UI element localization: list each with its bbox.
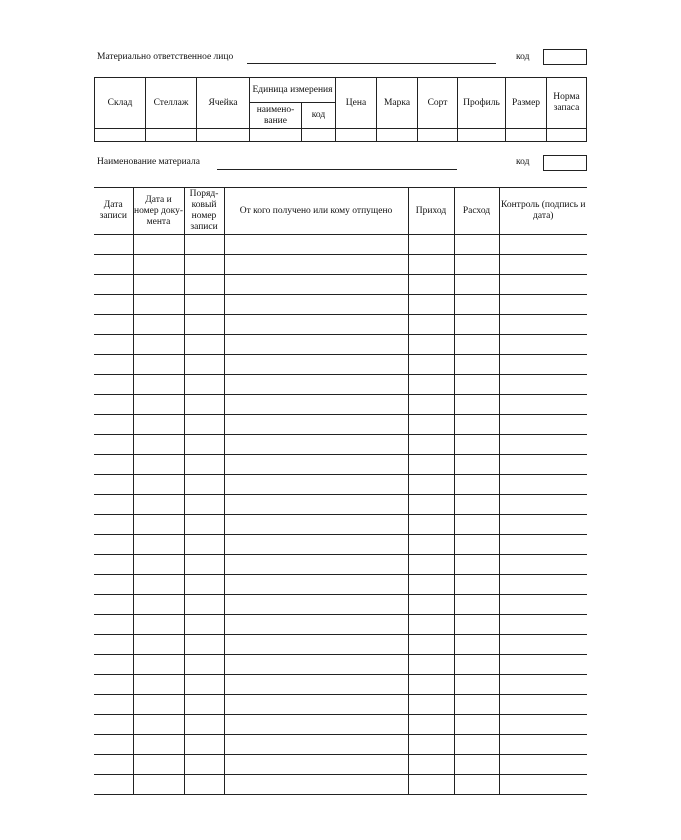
- cell[interactable]: [224, 575, 408, 595]
- cell[interactable]: [133, 355, 184, 375]
- cell[interactable]: [408, 635, 454, 655]
- col-seq: Поряд-ковый номер записи: [184, 188, 224, 235]
- col-brand: Марка: [377, 78, 418, 129]
- cell[interactable]: [458, 129, 506, 142]
- material-field[interactable]: [217, 169, 457, 170]
- cell[interactable]: [454, 515, 499, 535]
- cell[interactable]: [184, 715, 224, 735]
- cell[interactable]: [224, 475, 408, 495]
- cell[interactable]: [506, 129, 547, 142]
- cell[interactable]: [133, 615, 184, 635]
- cell[interactable]: [184, 435, 224, 455]
- cell[interactable]: [408, 755, 454, 775]
- cell[interactable]: [454, 535, 499, 555]
- cell[interactable]: [133, 255, 184, 275]
- table-row: [94, 415, 587, 435]
- cell[interactable]: [454, 775, 499, 795]
- cell[interactable]: [133, 295, 184, 315]
- cell[interactable]: [499, 615, 587, 635]
- cell[interactable]: [184, 355, 224, 375]
- cell[interactable]: [377, 129, 418, 142]
- cell[interactable]: [224, 395, 408, 415]
- cell[interactable]: [408, 495, 454, 515]
- cell[interactable]: [94, 355, 133, 375]
- cell[interactable]: [224, 275, 408, 295]
- cell[interactable]: [224, 355, 408, 375]
- cell[interactable]: [133, 635, 184, 655]
- cell[interactable]: [454, 255, 499, 275]
- cell[interactable]: [224, 515, 408, 535]
- cell[interactable]: [184, 595, 224, 615]
- cell[interactable]: [336, 129, 377, 142]
- cell[interactable]: [499, 495, 587, 515]
- col-price: Цена: [336, 78, 377, 129]
- table-row: [95, 129, 587, 142]
- cell[interactable]: [184, 315, 224, 335]
- cell[interactable]: [224, 295, 408, 315]
- cell[interactable]: [408, 255, 454, 275]
- table-row: [94, 715, 587, 735]
- cell[interactable]: [454, 375, 499, 395]
- table-row: [94, 695, 587, 715]
- table-row: [94, 535, 587, 555]
- cell[interactable]: [499, 275, 587, 295]
- cell[interactable]: [224, 535, 408, 555]
- cell[interactable]: [133, 515, 184, 535]
- cell[interactable]: [454, 675, 499, 695]
- cell[interactable]: [94, 655, 133, 675]
- cell[interactable]: [133, 775, 184, 795]
- cell[interactable]: [408, 355, 454, 375]
- table-row: [94, 435, 587, 455]
- cell[interactable]: [408, 315, 454, 335]
- cell[interactable]: [454, 615, 499, 635]
- col-date: Дата записи: [94, 188, 133, 235]
- cell[interactable]: [133, 415, 184, 435]
- cell[interactable]: [499, 255, 587, 275]
- cell[interactable]: [94, 675, 133, 695]
- table-row: [94, 475, 587, 495]
- cell[interactable]: [418, 129, 458, 142]
- cell[interactable]: [94, 235, 133, 255]
- cell[interactable]: [133, 335, 184, 355]
- cell[interactable]: [499, 235, 587, 255]
- cell[interactable]: [224, 415, 408, 435]
- col-unit: Единица измерения: [250, 78, 336, 103]
- col-sort: Сорт: [418, 78, 458, 129]
- cell[interactable]: [94, 755, 133, 775]
- cell[interactable]: [454, 655, 499, 675]
- cell[interactable]: [184, 555, 224, 575]
- cell[interactable]: [224, 635, 408, 655]
- cell[interactable]: [454, 335, 499, 355]
- cell[interactable]: [224, 715, 408, 735]
- col-norm: Норма запаса: [547, 78, 587, 129]
- cell[interactable]: [184, 515, 224, 535]
- cell[interactable]: [408, 415, 454, 435]
- table-row: [94, 335, 587, 355]
- cell[interactable]: [499, 715, 587, 735]
- table-row: [94, 595, 587, 615]
- cell[interactable]: [133, 375, 184, 395]
- cell[interactable]: [184, 675, 224, 695]
- col-stellazh: Стеллаж: [146, 78, 197, 129]
- cell[interactable]: [408, 235, 454, 255]
- cell[interactable]: [454, 735, 499, 755]
- cell[interactable]: [133, 695, 184, 715]
- col-profile: Профиль: [458, 78, 506, 129]
- cell[interactable]: [454, 455, 499, 475]
- cell[interactable]: [133, 235, 184, 255]
- cell[interactable]: [184, 535, 224, 555]
- table-row: [94, 235, 587, 255]
- cell[interactable]: [408, 775, 454, 795]
- cell[interactable]: [408, 475, 454, 495]
- cell[interactable]: [133, 575, 184, 595]
- cell[interactable]: [499, 355, 587, 375]
- cell[interactable]: [408, 535, 454, 555]
- cell[interactable]: [94, 415, 133, 435]
- col-sklad: Склад: [95, 78, 146, 129]
- cell[interactable]: [454, 575, 499, 595]
- cell[interactable]: [94, 515, 133, 535]
- cell[interactable]: [408, 435, 454, 455]
- cell[interactable]: [94, 455, 133, 475]
- table-row: [94, 555, 587, 575]
- cell[interactable]: [133, 475, 184, 495]
- table-row: [94, 515, 587, 535]
- cell[interactable]: [408, 275, 454, 295]
- cell[interactable]: [133, 675, 184, 695]
- cell[interactable]: [133, 535, 184, 555]
- cell[interactable]: [184, 235, 224, 255]
- cell[interactable]: [224, 595, 408, 615]
- cell[interactable]: [408, 735, 454, 755]
- cell[interactable]: [499, 335, 587, 355]
- cell[interactable]: [302, 129, 336, 142]
- cell[interactable]: [408, 715, 454, 735]
- cell[interactable]: [94, 395, 133, 415]
- cell[interactable]: [94, 595, 133, 615]
- cell[interactable]: [408, 615, 454, 635]
- cell[interactable]: [408, 375, 454, 395]
- table-row: [94, 295, 587, 315]
- cell[interactable]: [94, 635, 133, 655]
- cell[interactable]: [499, 435, 587, 455]
- table-row: [94, 495, 587, 515]
- cell[interactable]: [133, 555, 184, 575]
- cell[interactable]: [454, 495, 499, 515]
- cell[interactable]: [133, 435, 184, 455]
- table-row: [94, 355, 587, 375]
- cell[interactable]: [184, 395, 224, 415]
- responsible-field[interactable]: [247, 63, 496, 64]
- cell[interactable]: [94, 575, 133, 595]
- cell[interactable]: [499, 695, 587, 715]
- cell[interactable]: [224, 695, 408, 715]
- cell[interactable]: [454, 415, 499, 435]
- col-yacheyka: Ячейка: [197, 78, 250, 129]
- cell[interactable]: [499, 455, 587, 475]
- cell[interactable]: [184, 475, 224, 495]
- cell[interactable]: [454, 755, 499, 775]
- cell[interactable]: [184, 375, 224, 395]
- cell[interactable]: [184, 695, 224, 715]
- table-row: [94, 755, 587, 775]
- cell[interactable]: [146, 129, 197, 142]
- col-from-to: От кого получено или кому отпущено: [224, 188, 408, 235]
- cell[interactable]: [184, 575, 224, 595]
- cell[interactable]: [94, 435, 133, 455]
- cell[interactable]: [499, 475, 587, 495]
- table-row: [94, 315, 587, 335]
- cell[interactable]: [133, 755, 184, 775]
- cell[interactable]: [499, 375, 587, 395]
- cell[interactable]: [499, 575, 587, 595]
- cell[interactable]: [224, 675, 408, 695]
- cell[interactable]: [499, 775, 587, 795]
- cell[interactable]: [408, 555, 454, 575]
- cell[interactable]: [133, 735, 184, 755]
- cell[interactable]: [454, 355, 499, 375]
- cell[interactable]: [94, 555, 133, 575]
- cell[interactable]: [184, 275, 224, 295]
- col-size: Размер: [506, 78, 547, 129]
- code-box[interactable]: [543, 49, 587, 65]
- table-row: [94, 395, 587, 415]
- cell[interactable]: [184, 755, 224, 775]
- cell[interactable]: [95, 129, 146, 142]
- cell[interactable]: [94, 775, 133, 795]
- cell[interactable]: [94, 495, 133, 515]
- cell[interactable]: [94, 475, 133, 495]
- cell[interactable]: [408, 455, 454, 475]
- cell[interactable]: [133, 715, 184, 735]
- cell[interactable]: [454, 395, 499, 415]
- cell[interactable]: [454, 295, 499, 315]
- cell[interactable]: [94, 275, 133, 295]
- cell[interactable]: [184, 415, 224, 435]
- cell[interactable]: [408, 515, 454, 535]
- cell[interactable]: [224, 455, 408, 475]
- responsible-label: Материально ответственное лицо: [97, 52, 234, 62]
- cell[interactable]: [499, 295, 587, 315]
- col-expense: Расход: [454, 188, 499, 235]
- cell[interactable]: [184, 615, 224, 635]
- cell[interactable]: [408, 675, 454, 695]
- cell[interactable]: [454, 435, 499, 455]
- cell[interactable]: [133, 655, 184, 675]
- col-income: Приход: [408, 188, 454, 235]
- cell[interactable]: [499, 655, 587, 675]
- cell[interactable]: [224, 555, 408, 575]
- cell[interactable]: [499, 595, 587, 615]
- cell[interactable]: [224, 235, 408, 255]
- cell[interactable]: [499, 735, 587, 755]
- cell[interactable]: [133, 275, 184, 295]
- cell[interactable]: [454, 695, 499, 715]
- cell[interactable]: [184, 255, 224, 275]
- cell[interactable]: [224, 655, 408, 675]
- cell[interactable]: [408, 335, 454, 355]
- cell[interactable]: [94, 335, 133, 355]
- cell[interactable]: [408, 395, 454, 415]
- cell[interactable]: [408, 295, 454, 315]
- cell[interactable]: [133, 595, 184, 615]
- table-row: [94, 275, 587, 295]
- cell[interactable]: [184, 655, 224, 675]
- cell[interactable]: [184, 455, 224, 475]
- cell[interactable]: [94, 375, 133, 395]
- cell[interactable]: [454, 475, 499, 495]
- movement-table: [94, 187, 587, 795]
- table-row: [94, 635, 587, 655]
- cell[interactable]: [133, 455, 184, 475]
- cell[interactable]: [133, 315, 184, 335]
- code-label: код: [516, 52, 530, 62]
- cell[interactable]: [250, 129, 302, 142]
- col-unit-code: код: [302, 103, 336, 129]
- cell[interactable]: [454, 715, 499, 735]
- table-row: [94, 255, 587, 275]
- cell[interactable]: [408, 655, 454, 675]
- table-row: [94, 735, 587, 755]
- cell[interactable]: [224, 615, 408, 635]
- cell[interactable]: [499, 555, 587, 575]
- table-row: [94, 455, 587, 475]
- cell[interactable]: [499, 535, 587, 555]
- cell[interactable]: [224, 315, 408, 335]
- cell[interactable]: [197, 129, 250, 142]
- cell[interactable]: [94, 535, 133, 555]
- cell[interactable]: [184, 735, 224, 755]
- col-doc: Дата и номер доку-мента: [133, 188, 184, 235]
- cell[interactable]: [184, 495, 224, 515]
- table-row: [94, 375, 587, 395]
- cell[interactable]: [184, 295, 224, 315]
- cell[interactable]: [408, 695, 454, 715]
- cell[interactable]: [499, 635, 587, 655]
- cell[interactable]: [224, 375, 408, 395]
- cell[interactable]: [184, 635, 224, 655]
- material-code-label: код: [516, 157, 530, 167]
- cell[interactable]: [224, 735, 408, 755]
- table-row: [94, 655, 587, 675]
- cell[interactable]: [224, 775, 408, 795]
- cell[interactable]: [94, 255, 133, 275]
- cell[interactable]: [184, 775, 224, 795]
- table-row: [94, 675, 587, 695]
- cell[interactable]: [454, 635, 499, 655]
- cell[interactable]: [499, 515, 587, 535]
- cell[interactable]: [408, 595, 454, 615]
- cell[interactable]: [224, 755, 408, 775]
- cell[interactable]: [454, 595, 499, 615]
- cell[interactable]: [184, 335, 224, 355]
- cell[interactable]: [499, 415, 587, 435]
- cell[interactable]: [224, 435, 408, 455]
- col-control: Контроль (подпись и дата): [499, 188, 587, 235]
- cell[interactable]: [94, 715, 133, 735]
- cell[interactable]: [224, 495, 408, 515]
- col-unit-name: наимено-вание: [250, 103, 302, 129]
- cell[interactable]: [499, 755, 587, 775]
- cell[interactable]: [408, 575, 454, 595]
- cell[interactable]: [94, 695, 133, 715]
- cell[interactable]: [224, 255, 408, 275]
- cell[interactable]: [133, 495, 184, 515]
- cell[interactable]: [454, 555, 499, 575]
- table-row: [94, 775, 587, 795]
- table-row: [94, 575, 587, 595]
- storage-table: [94, 77, 587, 142]
- cell[interactable]: [499, 395, 587, 415]
- cell[interactable]: [499, 315, 587, 335]
- material-label: Наименование материала: [97, 157, 200, 167]
- cell[interactable]: [133, 395, 184, 415]
- cell[interactable]: [499, 675, 587, 695]
- cell[interactable]: [94, 735, 133, 755]
- cell[interactable]: [94, 615, 133, 635]
- cell[interactable]: [94, 295, 133, 315]
- cell[interactable]: [547, 129, 587, 142]
- cell[interactable]: [94, 315, 133, 335]
- cell[interactable]: [454, 275, 499, 295]
- cell[interactable]: [454, 235, 499, 255]
- material-code-box[interactable]: [543, 155, 587, 171]
- cell[interactable]: [224, 335, 408, 355]
- table-row: [94, 615, 587, 635]
- cell[interactable]: [454, 315, 499, 335]
